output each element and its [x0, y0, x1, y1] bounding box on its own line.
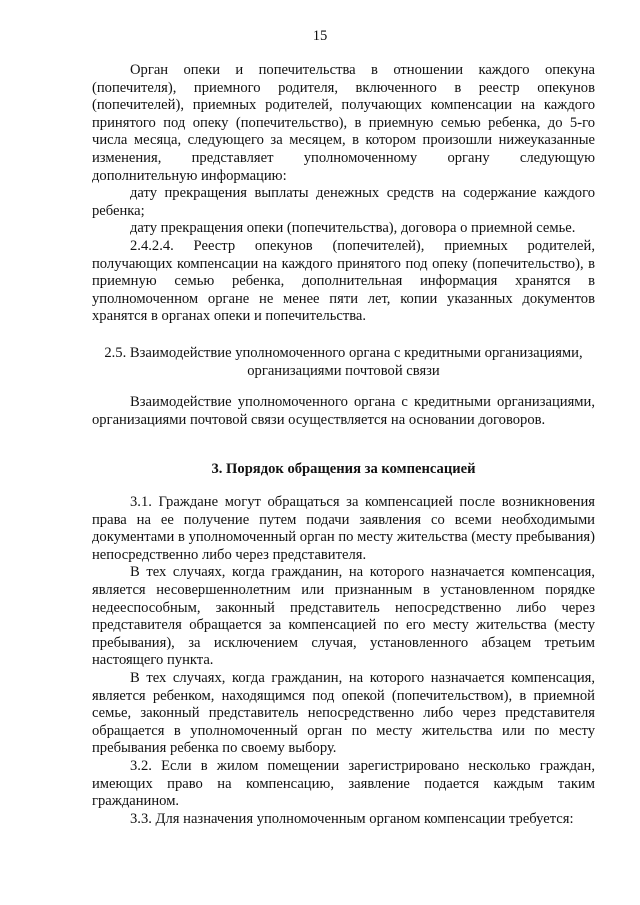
paragraph: 3.2. Если в жилом помещении зарегистрировано несколько граждан, имеющих право на компенсацию, заявление подается каждым таким гражданином.: [92, 757, 595, 810]
paragraph: дату прекращения выплаты денежных средств на содержание каждого ребенка;: [92, 185, 595, 219]
paragraph: Орган опеки и попечительства в отношении каждого опекуна (попечителя), приемного родителя, включенного в реестр опекунов (попечителей), приемных родителей, получающих компенсации на каждого принятого под опеку (попечительство), в приемную семью ребенка, до 5-го числа месяца, следующего за месяцем, в котором произошли нижеуказанные изменения, представляет уполномоченному органу следующую дополнительную информацию:: [92, 62, 595, 184]
paragraph: Взаимодействие уполномоченного органа с кредитными организациями, организациями почтовой связи осуществляется на основании договоров.: [92, 394, 595, 428]
section-2-4-continuation: [92, 62, 595, 326]
section-heading-2-5: [92, 345, 595, 380]
paragraph: 2.4.2.4. Реестр опекунов (попечителей), приемных родителей, получающих компенсации на каждого принятого под опеку (попечительство), в приемную семью ребенка, дополнительная информация хранятся в уполномоченном органе не менее пяти лет, копии указанных документов хранятся в органах опеки и попечительства.: [92, 237, 595, 325]
heading-line: 3. Порядок обращения за компенсацией: [211, 461, 476, 477]
paragraph: дату прекращения опеки (попечительства), договора о приемной семье.: [130, 220, 576, 237]
section-heading-3: [92, 461, 595, 479]
section-2-5-body: [92, 394, 595, 429]
section-3-body: [92, 494, 595, 828]
paragraph: В тех случаях, когда гражданин, на которого назначается компенсация, является ребенком, находящимся под опекой (попечительством), в приемной семье, законный представитель непосредственно либо через представителя обращается в уполномоченный орган по месту жительства или по месту пребывания ребенка по своему выбору.: [92, 669, 595, 757]
paragraph: 3.1. Граждане могут обращаться за компенсацией после возникновения права на ее получение путем подачи заявления со всеми необходимыми документами в уполномоченный орган по месту жительства (месту пребывания) непосредственно либо через представителя.: [92, 494, 595, 563]
heading-line: организациями почтовой связи: [247, 362, 440, 379]
heading-line: 2.5. Взаимодействие уполномоченного органа с кредитными организациями,: [104, 345, 583, 361]
page-number: 15: [312, 28, 328, 44]
paragraph: В тех случаях, когда гражданин, на которого назначается компенсация, является несовершеннолетним или признанным в установленном порядке недееспособным, законный представитель непосредственно либо через представителя обращается за компенсацией по его месту жительства (месту пребывания), за исключением случая, установленного абзацем третьим настоящего пункта.: [92, 564, 595, 669]
paragraph: 3.3. Для назначения уполномоченным органом компенсации требуется:: [130, 810, 574, 827]
